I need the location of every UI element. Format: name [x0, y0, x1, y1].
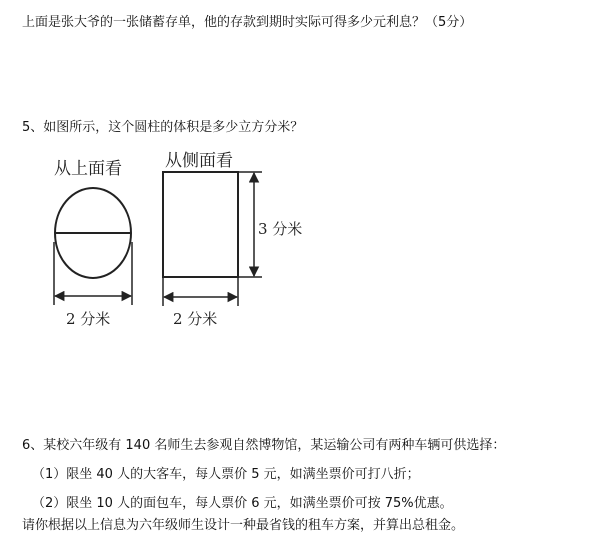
top-view-label: 从上面看	[54, 159, 122, 179]
question-6-option-1: （1）限坐 40 人的大客车，每人票价 5 元，如满坐票价可打八折；	[32, 467, 420, 482]
height-label: 3 分米	[258, 220, 303, 238]
diameter-label: 2 分米	[66, 310, 111, 328]
side-view-rectangle	[163, 172, 238, 277]
question-6-text: 6、某校六年级有 140 名师生去参观自然博物馆，某运输公司有两种车辆可供选择：	[22, 438, 506, 453]
question-6-option-2: （2）限坐 10 人的面包车，每人票价 6 元，如满坐票价可按 75%优惠。	[32, 496, 453, 511]
side-view-label: 从侧面看	[165, 151, 233, 171]
question-6-instruction: 请你根据以上信息为六年级师生设计一种最省钱的租车方案，并算出总租金。	[22, 518, 465, 533]
question-5-text: 5、如图所示，这个圆柱的体积是多少立方分米？	[22, 120, 304, 135]
question-4-tail: 上面是张大爷的一张储蓄存单，他的存款到期时实际可得多少元利息？（5分）	[22, 15, 473, 30]
width-label: 2 分米	[173, 310, 218, 328]
